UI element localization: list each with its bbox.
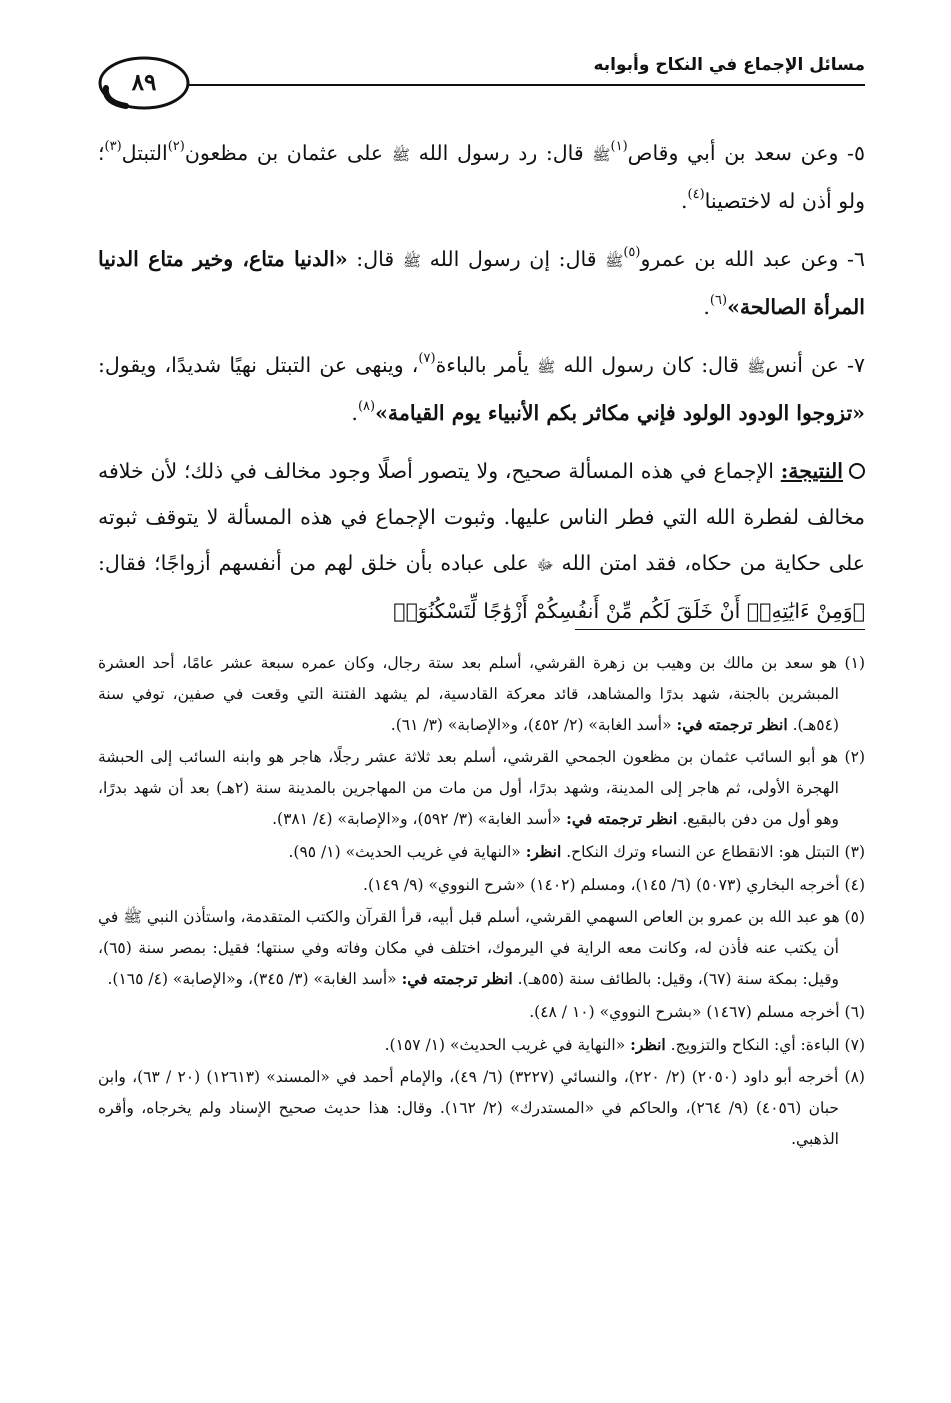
footnote-ref-4[interactable]: (٤) [687, 187, 705, 202]
footnote-label: (١) [844, 654, 865, 672]
footnote-refs: «أسد الغابة» (٢/ ٤٥٢)، و«الإصابة» (٣/ ٦١). [390, 715, 677, 734]
footnote-label: (٣) [844, 842, 865, 861]
result-paragraph [98, 448, 865, 634]
page-number-badge [96, 54, 192, 112]
running-title: مسائل الإجماع في النكاح وأبوابه [593, 55, 865, 75]
footnote-5 [98, 902, 865, 994]
quran-verse: ﴿وَمِنْ ءَايَٰتِهِۦٓ أَنْ خَلَقَ لَكُم مِّنْ أَنفُسِكُمْ أَزْوَٰجًا لِّتَسْكُنُوٓا۟ [393, 599, 865, 623]
footnote-8 [98, 1062, 865, 1154]
honorific-icon: ﷺ [402, 252, 421, 270]
main-text [98, 130, 865, 646]
footnote-label: (٤) [844, 875, 865, 894]
text-run: . [680, 189, 688, 213]
honorific-icon: ﷻ [536, 556, 554, 574]
text-run: . [703, 295, 710, 319]
honorific-icon: ﷺ [391, 146, 410, 164]
text-run: ؛ ولو أذن له لاختصينا [98, 141, 865, 213]
result-label: النتيجة: [780, 459, 843, 483]
text-run: التبتل [121, 141, 168, 165]
footnote-separator [575, 629, 865, 630]
footnote-see-label: انظر ترجمته في: [676, 714, 788, 734]
text-run: قال: كان رسول الله [555, 353, 748, 377]
footnote-ref-3[interactable]: (٣) [104, 139, 122, 154]
footnote-text: هو عبد الله بن عمرو بن العاص السهمي القرشي، أسلم قبل أبيه، قرأ القرآن والكتب المتقدمة، واستأذن النبي ﷺ في أن يكتب عنه فأذن له، وكانت معه الراية في اليرموك، اختلف في مكان وفاته وفي سنتها؛ فقيل: بمصر سنة (٦٥)، وقيل: بمكة سنة (٦٧)، وقيل: بالطائف سنة (٥٥هـ). [98, 908, 845, 988]
footnote-1 [98, 648, 865, 740]
footnote-refs: «أسد الغابة» (٣/ ٣٤٥)، و«الإصابة» (٤/ ١٦٥). [107, 969, 402, 988]
header-rule [170, 84, 865, 86]
footnote-refs: «أسد الغابة» (٣/ ٥٩٢)، و«الإصابة» (٤/ ٣٨١). [272, 809, 567, 828]
footnote-ref-5[interactable]: (٥) [623, 245, 641, 260]
footnote-ref-6[interactable]: (٦) [709, 293, 728, 308]
footnote-see-label: انظر: [525, 841, 562, 861]
footnote-ref-7[interactable]: (٧) [418, 351, 436, 366]
page-number: ٨٩ [131, 69, 157, 96]
footnote-see-label: انظر: [630, 1034, 666, 1054]
text-run: قال: [347, 247, 403, 271]
text-run: على عثمان بن مظعون [184, 141, 392, 165]
text-run: ٧- عن أنس [765, 353, 865, 377]
footnote-2 [98, 742, 865, 834]
footnote-text: التبتل هو: الانقطاع عن النساء وترك النكاح. [561, 842, 845, 861]
footnote-text: أخرجه مسلم (١٤٦٧) «بشرح النووي» (١٠ / ٤٨). [529, 1002, 845, 1021]
footnote-see-label: انظر ترجمته في: [401, 968, 513, 988]
honorific-icon: ﷺ [592, 146, 611, 164]
footnote-3 [98, 837, 865, 868]
footnote-see-label: انظر ترجمته في: [566, 808, 678, 828]
footnote-text: الباءة: أي: النكاح والتزويج. [665, 1035, 845, 1054]
footnotes [98, 648, 865, 1157]
footnote-label: (٦) [844, 1002, 865, 1021]
footnote-label: (٨) [844, 1068, 865, 1087]
paragraph-7 [98, 342, 865, 436]
footnote-label: (٢) [844, 748, 865, 767]
footnote-refs: «النهاية في غريب الحديث» (١/ ١٥٧). [384, 1035, 631, 1054]
paragraph-5 [98, 130, 865, 224]
footnote-refs: «النهاية في غريب الحديث» (١/ ٩٥). [288, 842, 526, 861]
text-run: يأمر بالباءة [435, 353, 538, 377]
text-run: الإجماع في هذه المسألة صحيح، ولا يتصور أصلًا وجود مخالف في ذلك؛ لأن خلافه مخالف لفطرة الله التي فطر الناس عليها. وثبوت الإجماع في هذه المسألة لا يتوقف ثبوته على حكاية من حكاه، فقد امتن الله [98, 459, 865, 575]
footnote-label: (٥) [844, 908, 865, 927]
hadith-text: «الدنيا متاع، وخير متاع الدنيا المرأة الصالحة» [98, 247, 865, 319]
footnote-ref-2[interactable]: (٢) [167, 139, 185, 154]
hadith-text: «تزوجوا الودود الولود فإني مكاثر بكم الأنبياء يوم القيامة» [375, 401, 865, 425]
text-run: . [351, 401, 358, 425]
footnote-text: هو سعد بن مالك بن وهيب بن زهرة القرشي، أسلم بعد ستة رجال، وكان عمره سبعة عشر عامًا، أحد العشرة المبشرين بالجنة، شهد بدرًا والمشاهد، قائد معركة القادسية، لم يشهد الفتنة التي وقعت في صفين، توفي سنة (٥٤هـ). [98, 654, 845, 734]
circle-bullet-icon [849, 463, 865, 479]
footnote-ref-8[interactable]: (٨) [357, 399, 376, 414]
text-run: قال: إن رسول الله [420, 247, 606, 271]
footnote-6 [98, 997, 865, 1028]
text-run: ٦- وعن عبد الله بن عمرو [640, 247, 866, 271]
honorific-icon: ﷺ [605, 252, 624, 270]
footnote-ref-1[interactable]: (١) [610, 139, 628, 154]
honorific-icon: ﷺ [537, 358, 556, 376]
footnote-label: (٧) [844, 1035, 865, 1054]
text-run: على عباده بأن خلق لهم من أنفسهم أزواجًا؛ فقال: [98, 551, 537, 575]
footnote-4 [98, 870, 865, 901]
footnote-text: أخرجه البخاري (٥٠٧٣) (٦/ ١٤٥)، ومسلم (١٤٠٢) «شرح النووي» (٩/ ١٤٩). [363, 875, 845, 894]
honorific-icon: ﷺ [747, 358, 766, 376]
text-run: قال: رد رسول الله [409, 141, 593, 165]
text-run: ٥- وعن سعد بن أبي وقاص [627, 141, 865, 165]
footnote-7 [98, 1030, 865, 1061]
text-run: ، وينهى عن التبتل نهيًا شديدًا، ويقول: [98, 353, 419, 377]
paragraph-6 [98, 236, 865, 330]
footnote-text: هو أبو السائب عثمان بن مظعون الجمحي القرشي، أسلم بعد ثلاثة عشر رجلًا، هاجر هو وابنه السائب إلى الحبشة الهجرة الأولى، ثم هاجر إلى المدينة، وشهد بدرًا، أول من مات من المهاجرين بالمدينة سنة (٢هـ) بعد أن شهد بدرًا، وهو أول من دفن بالبقيع. [98, 748, 845, 828]
footnote-text: أخرجه أبو داود (٢٠٥٠) (٢/ ٢٢٠)، والنسائي (٣٢٢٧) (٦/ ٤٩)، والإمام أحمد في «المسند» (١٢٦١٣) (٢٠ / ٦٣)، وابن حبان (٤٠٥٦) (٩/ ٢٦٤)، والحاكم في «المستدرك» (٢/ ١٦٢). وقال: هذا حديث صحيح الإسناد ولم يخرجاه، وأقره الذهبي. [98, 1068, 845, 1148]
